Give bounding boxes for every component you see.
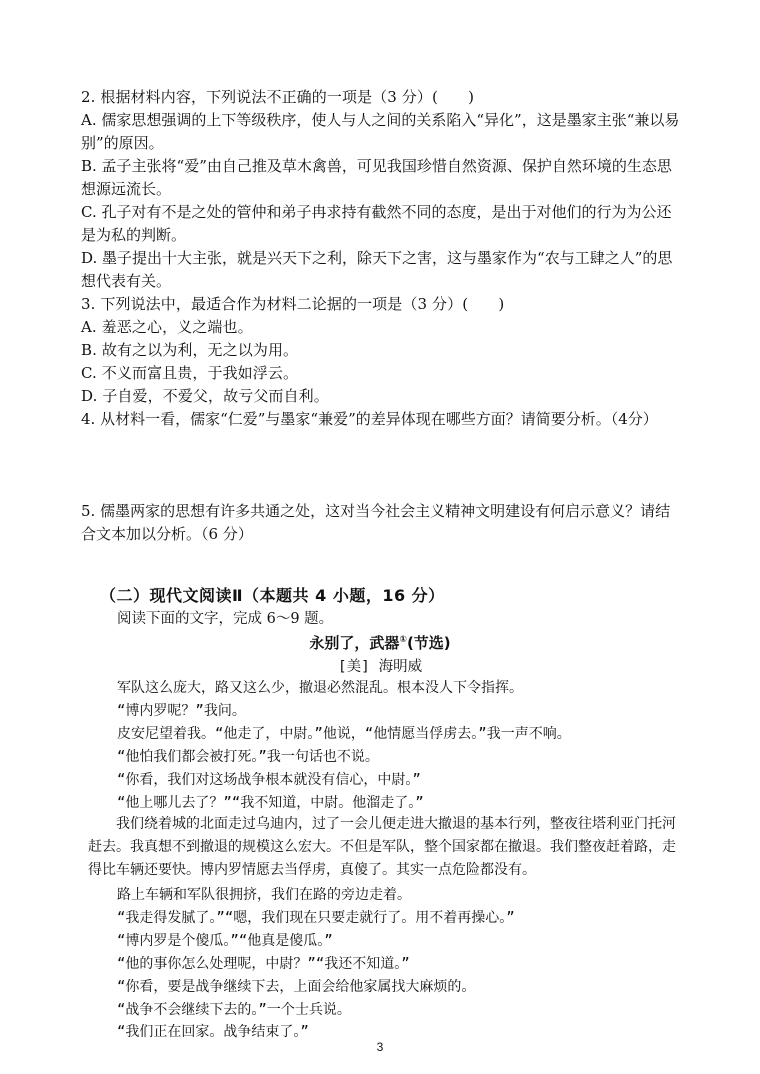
question-3-option-a: A. 羞恶之心，义之端也。 (81, 318, 253, 336)
question-3-option-b: B. 故有之以为利，无之以为用。 (81, 341, 299, 359)
story-line-10: “他的事你怎么处理呢，中尉？”“我还不知道。” (117, 956, 410, 972)
story-line-3: 皮安尼望着我。“他走了，中尉。”他说，“他情愿当俘虏去。”我一声不响。 (117, 726, 571, 742)
question-2-option-a: A. 儒家思想强调的上下等级秩序，使人与人之间的关系陷入“异化”，这是墨家主张“兼以易别”的原因。 (81, 111, 680, 152)
question-3-option-d: D. 子自爱，不爱父，故亏父而自利。 (81, 387, 329, 405)
story-line-6: “他上哪儿去了？”“我不知道，中尉。他溜走了。” (117, 795, 424, 811)
page-number: 3 (376, 1040, 384, 1054)
story-line-12: “战争不会继续下去的。”一个士兵说。 (117, 1002, 351, 1018)
question-4-stem: 4. 从材料一看，儒家“仁爱”与墨家“兼爱”的差异体现在哪些方面？请简要分析。（4分） (81, 410, 658, 428)
story-author: [美] 海明威 (337, 659, 423, 675)
story-line-8: “我走得发腻了。”“嗯，我们现在只要走就行了。用不着再操心。” (117, 910, 515, 926)
story-line-1: 军队这么庞大，路又这么少，撤退必然混乱。根本没人下令指挥。 (117, 680, 523, 696)
question-2-stem: 2. 根据材料内容，下列说法不正确的一项是（3 分）( ) (81, 88, 475, 106)
story-line-9: “博内罗是个傻瓜。”“他真是傻瓜。” (117, 933, 333, 949)
story-paragraph: 我们绕着城的北面走过乌迪内，过了一会儿便走进大撤退的基本行列，整夜往塔利亚门托河赶去。我真想不到撤退的规模这么宏大。不但是军队，整个国家都在撤退。我们整夜赶着路，走得比车辆还要快。博内罗情愿去当俘虏，真傻了。其实一点危险都没有。 (88, 816, 676, 878)
story-title-text: 永别了，武器 (309, 634, 400, 652)
question-3-stem: 3. 下列说法中，最适合作为材料二论据的一项是（3 分）( ) (81, 295, 505, 313)
story-line-7: 路上车辆和军队很拥挤，我们在路的旁边走着。 (117, 887, 411, 903)
section-instruction: 阅读下面的文字，完成 6～9 题。 (117, 611, 334, 627)
story-line-13: “我们正在回家。战争结束了。” (117, 1024, 309, 1040)
section-title: （二）现代文阅读Ⅱ（本题共 4 小题，16 分） (100, 586, 445, 605)
story-line-4: “他怕我们都会被打死。”我一句话也不说。 (117, 749, 379, 765)
question-3-option-c: C. 不义而富且贵，于我如浮云。 (81, 364, 299, 382)
question-5-stem: 5. 儒墨两家的思想有许多共通之处，这对当今社会主义精神文明建设有何启示意义？请结合文本加以分析。（6 分） (81, 502, 671, 543)
story-title-suffix: (节选) (406, 634, 451, 652)
story-line-11: “你看，要是战争继续下去，上面会给他家属找大麻烦的。 (117, 979, 476, 995)
story-line-2: “博内罗呢？”我问。 (117, 703, 246, 719)
question-2-option-c: C. 孔子对有不是之处的管仲和弟子冉求持有截然不同的态度，是出于对他们的行为为公还是为私的判断。 (81, 203, 672, 244)
question-2-option-d: D. 墨子提出十大主张，就是兴天下之利，除天下之害，这与墨家作为“农与工肆之人”的思想代表有关。 (81, 249, 673, 290)
story-title (0, 632, 760, 653)
footnote-marker: ① (399, 635, 407, 645)
question-2-option-b: B. 孟子主张将“爱”由自己推及草木禽兽，可见我国珍惜自然资源、保护自然环境的生态思想源远流长。 (81, 157, 672, 198)
story-line-5: “你看，我们对这场战争根本就没有信心，中尉。” (117, 772, 421, 788)
